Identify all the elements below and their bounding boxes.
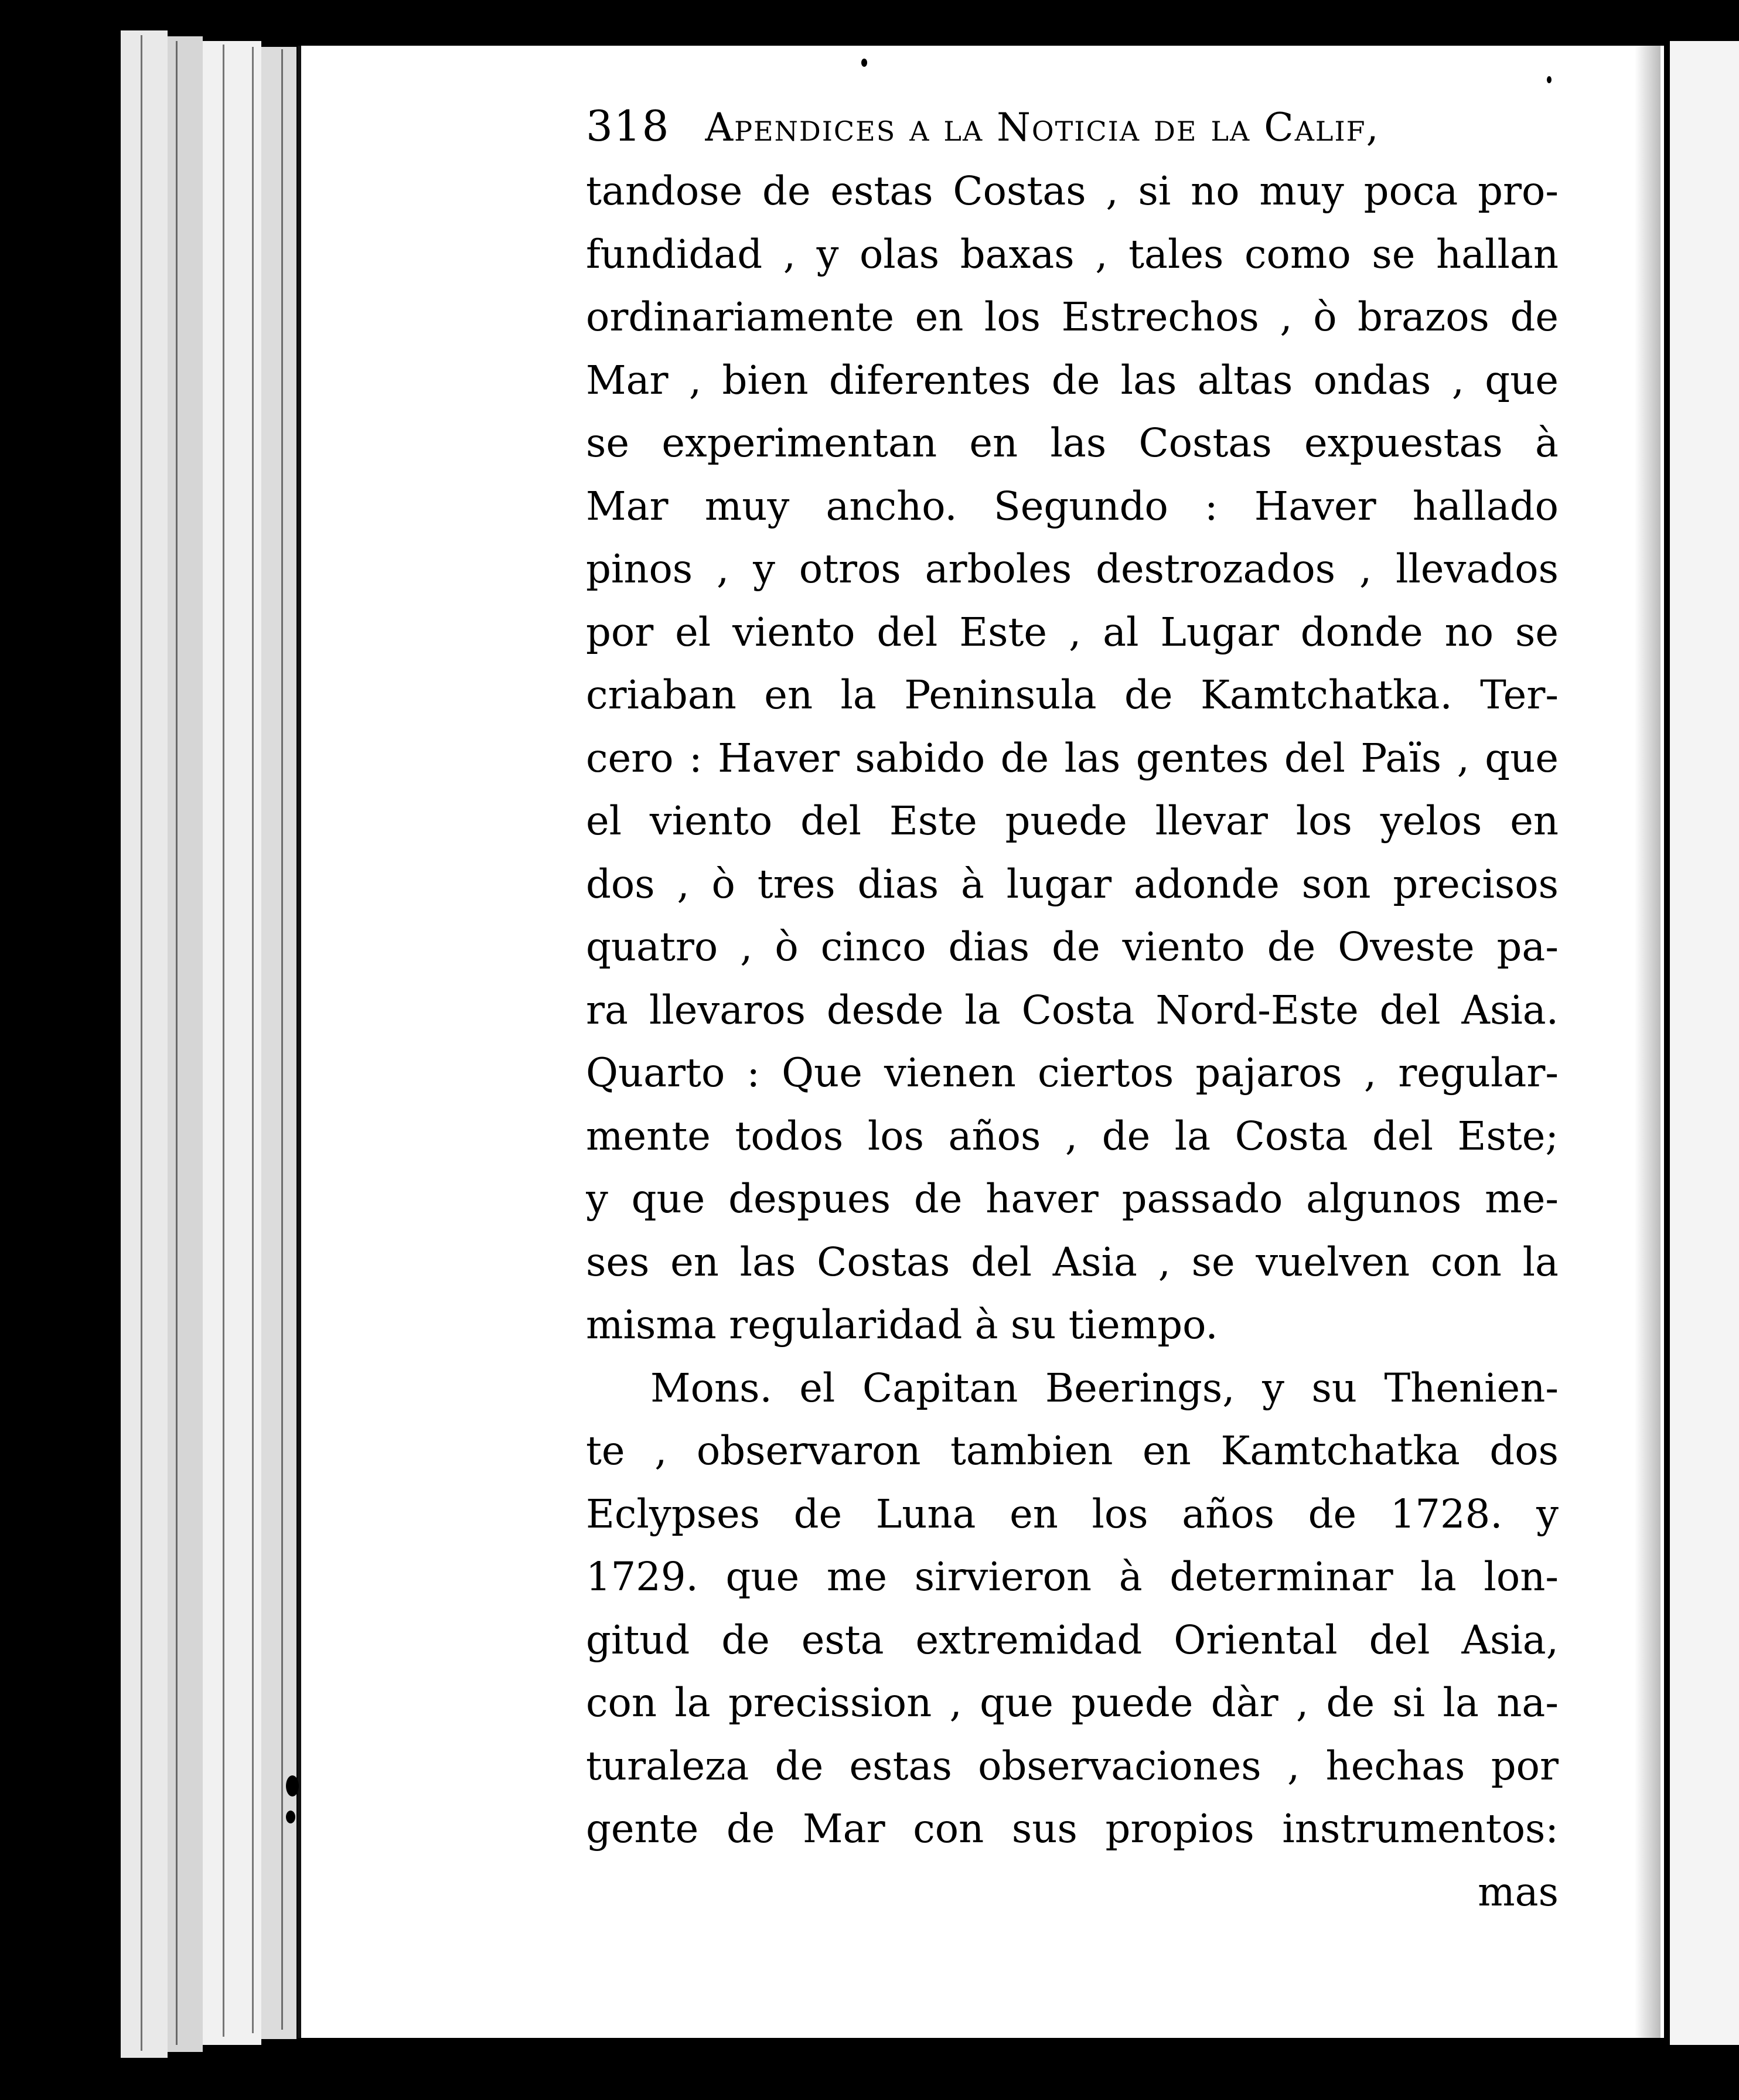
- text-line: Quarto : Que vienen ciertos pajaros , regular-: [586, 1050, 1559, 1096]
- page-edge-line: [252, 47, 254, 2033]
- text-line: 1729. que me sirvieron à determinar la lon-: [586, 1554, 1559, 1600]
- page-number: 318: [586, 101, 670, 151]
- text-line: Mar muy ancho. Segundo : Haver hallado: [586, 483, 1559, 529]
- text-line: por el viento del Este , al Lugar donde no se: [586, 609, 1559, 655]
- page-edge: [261, 47, 296, 2039]
- text-line: turaleza de estas observaciones , hechas por: [586, 1743, 1559, 1789]
- text-line: Mar , bien diferentes de las altas ondas , que: [586, 357, 1559, 403]
- text-line: y que despues de haver passado algunos me-: [586, 1176, 1559, 1222]
- text-line: Mons. el Capitan Beerings, y su Thenien-: [650, 1365, 1559, 1411]
- catchword: mas: [1478, 1869, 1559, 1915]
- text-line: pinos , y otros arboles destrozados , llevados: [586, 546, 1559, 592]
- ink-speck: [1547, 76, 1552, 83]
- ink-speck: [861, 59, 867, 67]
- page-edge: [121, 30, 168, 2058]
- text-line: ordinariamente en los Estrechos , ò brazos de: [586, 294, 1559, 340]
- page-edge-line: [281, 49, 283, 2030]
- text-line: quatro , ò cinco dias de viento de Oveste pa-: [586, 924, 1559, 970]
- page-edge-line: [141, 35, 142, 2051]
- page-edge-line: [223, 45, 224, 2037]
- facing-page-edge: [1664, 41, 1739, 2045]
- text-line: dos , ò tres dias à lugar adonde son precisos: [586, 861, 1559, 907]
- text-line: Eclypses de Luna en los años de 1728. y: [586, 1491, 1559, 1537]
- text-line: fundidad , y olas baxas , tales como se hallan: [586, 231, 1559, 277]
- text-line: misma regularidad à su tiempo.: [586, 1302, 1218, 1348]
- ink-speck: [286, 1775, 299, 1796]
- text-line: el viento del Este puede llevar los yelos en: [586, 798, 1559, 844]
- body-text: [586, 160, 1559, 1861]
- text-line: criaban en la Peninsula de Kamtchatka. Ter-: [586, 672, 1559, 718]
- text-line: cero : Haver sabido de las gentes del Païs , que: [586, 735, 1559, 781]
- text-line: tandose de estas Costas , si no muy poca pro-: [586, 168, 1559, 214]
- text-line: te , observaron tambien en Kamtchatka dos: [586, 1428, 1559, 1474]
- page-edge-line: [176, 41, 178, 2045]
- gutter-shadow: [1635, 46, 1660, 2038]
- text-line: ra llevaros desde la Costa Nord-Este del Asia.: [586, 987, 1559, 1033]
- text-line: ses en las Costas del Asia , se vuelven con la: [586, 1239, 1559, 1285]
- page-edge: [168, 36, 203, 2052]
- running-title: Apendices a la Noticia de la Calif,: [705, 105, 1380, 150]
- running-head: [586, 94, 1559, 160]
- text-line: mente todos los años , de la Costa del Este;: [586, 1113, 1559, 1159]
- text-line: gitud de esta extremidad Oriental del Asia,: [586, 1617, 1559, 1663]
- ink-speck: [286, 1811, 295, 1823]
- text-line: se experimentan en las Costas expuestas à: [586, 420, 1559, 466]
- page-text: [586, 94, 1559, 1924]
- text-line: con la precission , que puede dàr , de si la na-: [586, 1680, 1559, 1726]
- text-line: gente de Mar con sus propios instrumentos:: [586, 1806, 1559, 1852]
